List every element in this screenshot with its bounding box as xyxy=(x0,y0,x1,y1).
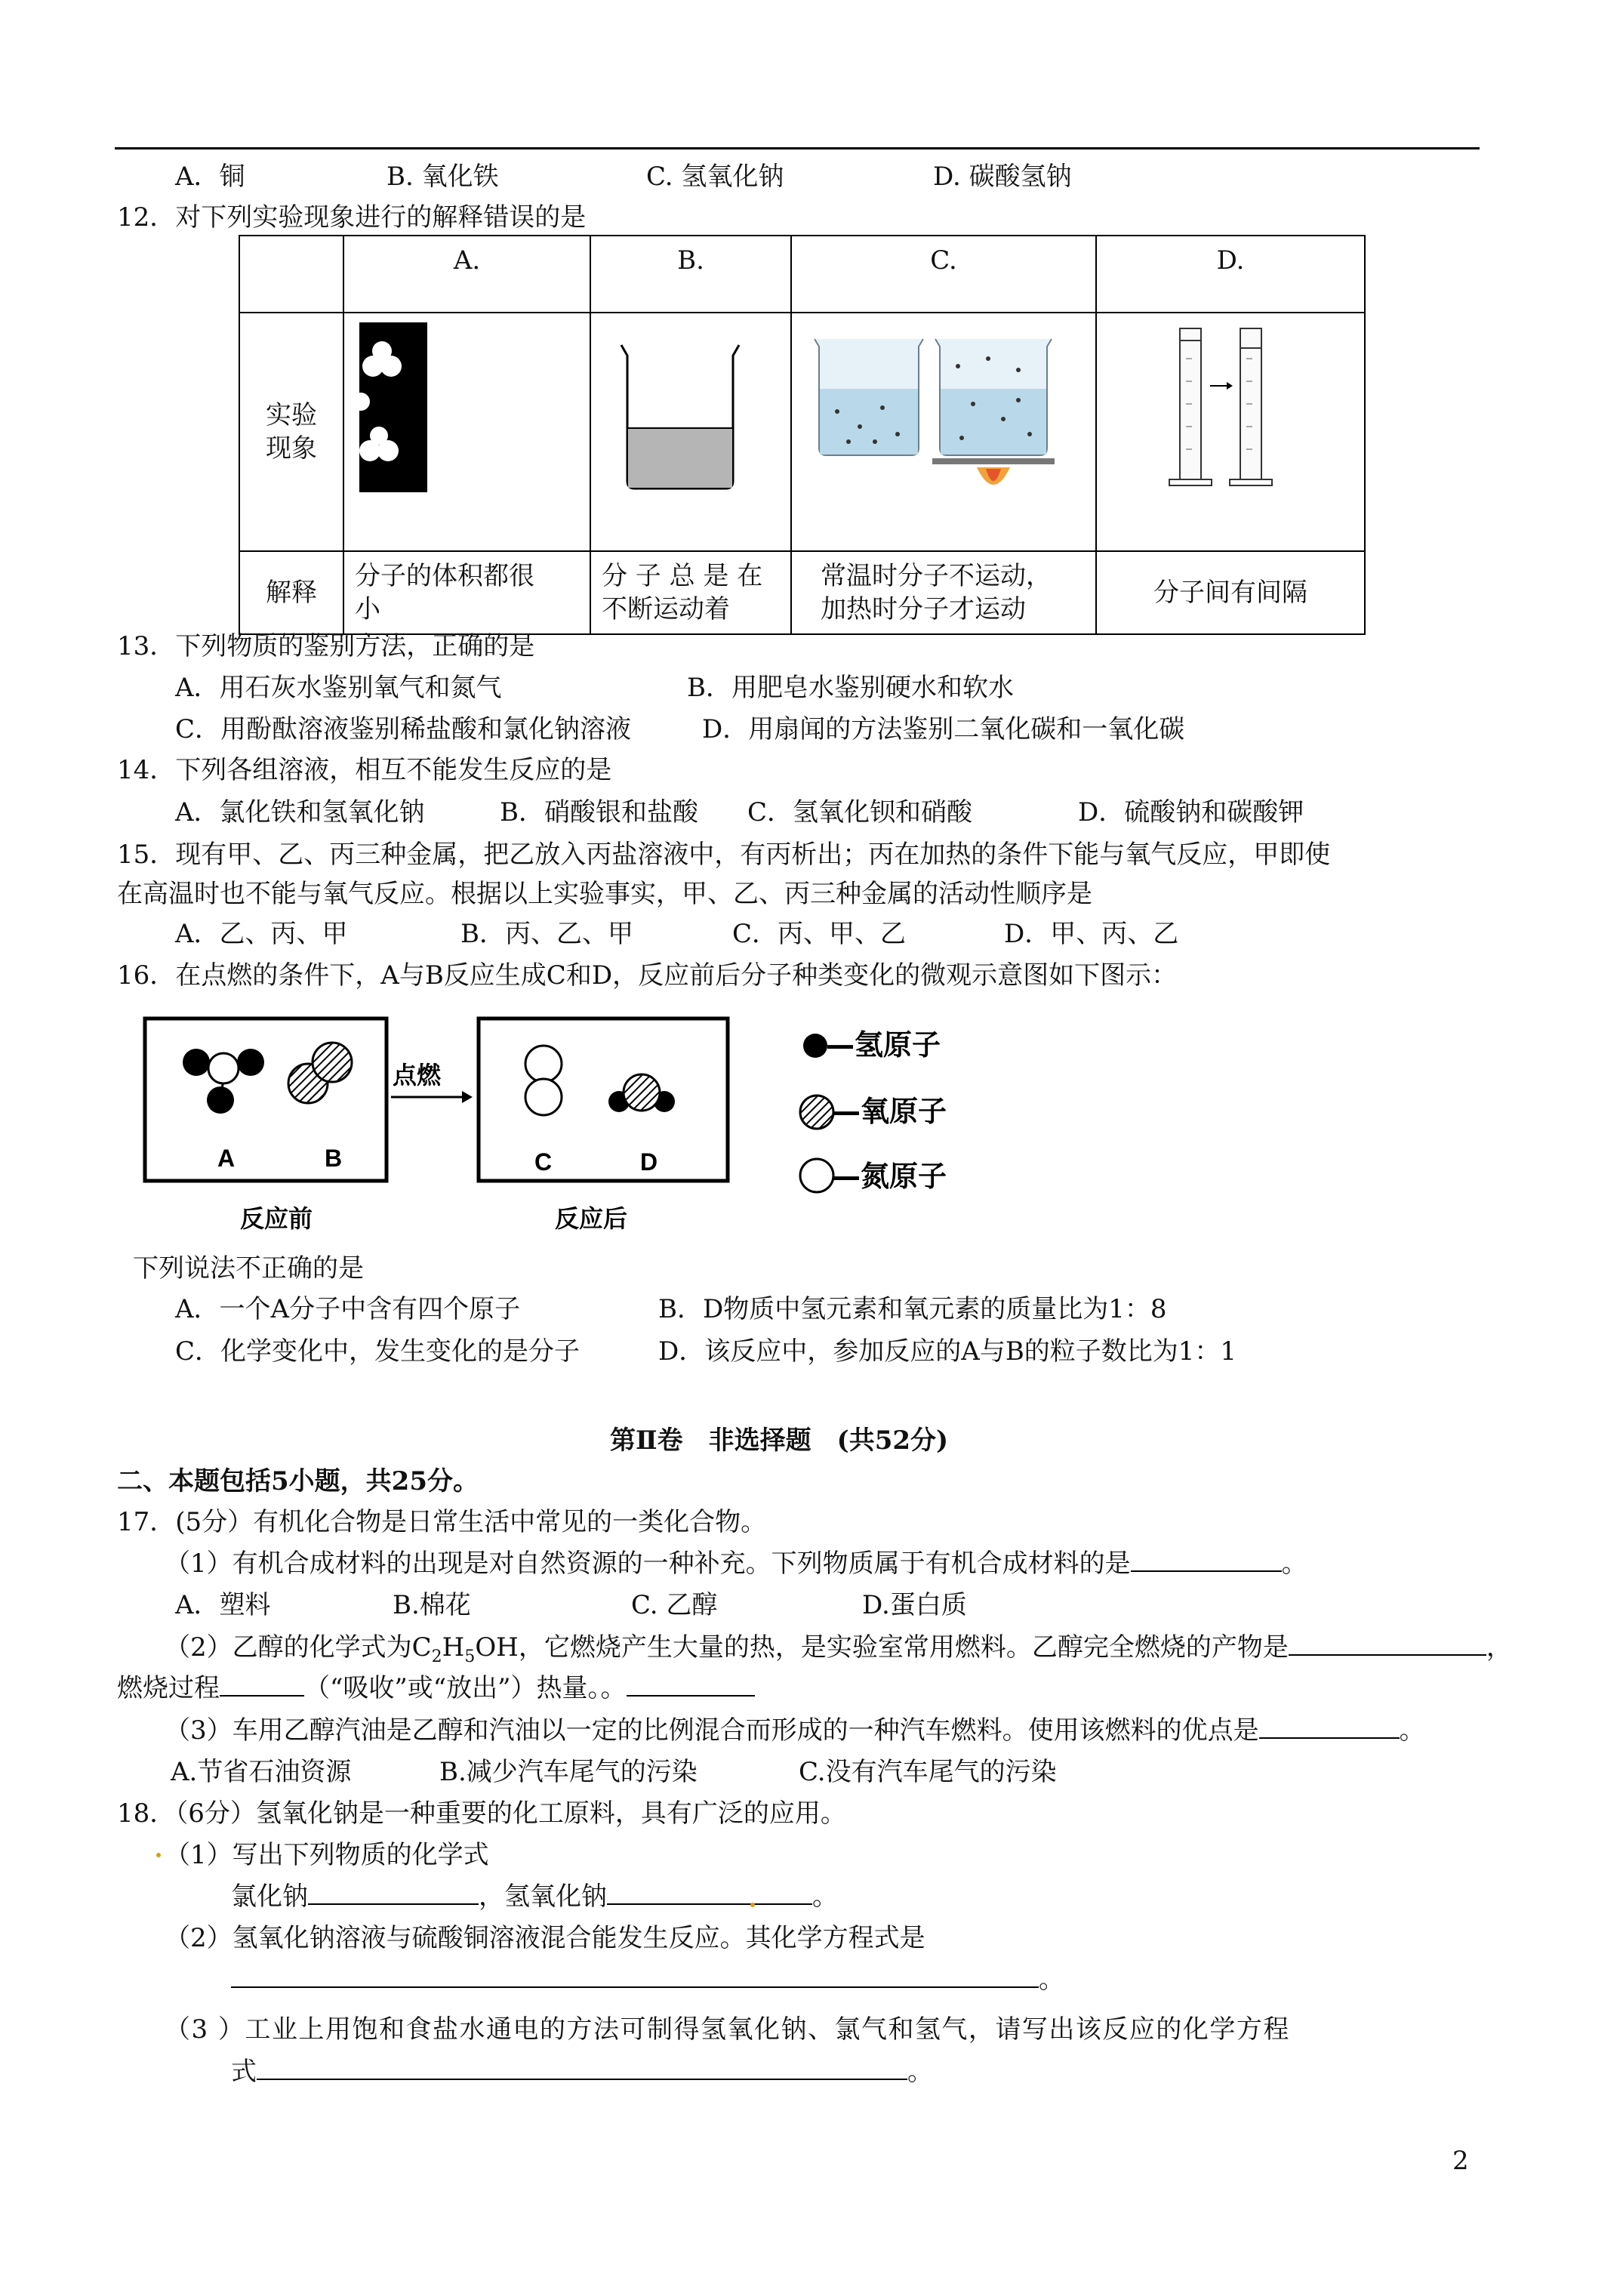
q12-explain-c-line1: 常温时分子不运动， xyxy=(821,561,1052,591)
q17-part2 xyxy=(165,1631,1512,1674)
q11-option-b: B. 氧化铁 xyxy=(387,162,499,192)
q16-option-a: A．一个A分子中含有四个原子 xyxy=(175,1294,521,1324)
q12-header-b: B. xyxy=(590,236,791,313)
q12-header-a: A. xyxy=(343,236,590,313)
q17-opt-c: C. 乙醇 xyxy=(631,1590,718,1620)
q18-nacl-blank[interactable] xyxy=(308,1881,479,1905)
q18-naoh-blank[interactable] xyxy=(607,1881,812,1905)
q17-opt-a: A．塑料 xyxy=(175,1590,271,1620)
q17-p3-opt-c: C.没有汽车尾气的污染 xyxy=(799,1757,1057,1787)
q12-corner-cell xyxy=(239,236,343,313)
q12-graduated-cylinders-icon xyxy=(1097,313,1343,510)
q18-part1-end: 。 xyxy=(812,1881,838,1912)
molecule-b-icon xyxy=(288,1043,352,1103)
page-number: 2 xyxy=(1452,2146,1469,2176)
q12-image-a-cell xyxy=(343,313,590,551)
q15-option-b: B．丙、乙、甲 xyxy=(460,919,633,949)
q14-option-a: A．氯化铁和氢氧化钠 xyxy=(175,797,425,827)
before-label: 反应前 xyxy=(240,1204,313,1233)
q17-part3-text: （3）车用乙醇汽油是乙醇和汽油以一定的比例混合而形成的一种汽车燃料。使用该燃料的优点是 xyxy=(165,1715,1259,1746)
q18-part3-end: 。 xyxy=(907,2057,933,2087)
q12-phenomenon-label-line1: 实验 xyxy=(266,400,317,430)
after-box xyxy=(479,1019,728,1181)
q17-part2-h: H xyxy=(442,1632,465,1663)
q12-explain-c xyxy=(791,551,1096,634)
label-d: D xyxy=(640,1148,658,1176)
q16-option-d: D．该反应中，参加反应的A与B的粒子数比为1：1 xyxy=(658,1336,1237,1367)
q17-part2-line2 xyxy=(117,1672,755,1705)
q17-answer-blank-1[interactable] xyxy=(1131,1548,1282,1572)
q12-image-c-cell xyxy=(791,313,1096,551)
q17-p3-opt-b: B.减少汽车尾气的污染 xyxy=(439,1757,698,1787)
q17-opt-b: B.棉花 xyxy=(393,1590,471,1620)
q15-stem-line1: 15．现有甲、乙、丙三种金属，把乙放入丙盐溶液中，有丙析出；丙在加热的条件下能与氧气反应，甲即使 xyxy=(117,840,1331,870)
nitrogen-atom-icon xyxy=(800,1159,833,1192)
q17-part3 xyxy=(165,1714,1425,1747)
q16-stem: 16．在点燃的条件下，A与B反应生成C和D，反应前后分子种类变化的微观示意图如下图示： xyxy=(117,960,1178,991)
q18-nacl-label: 氯化钠 xyxy=(231,1881,308,1912)
q16-option-c: C．化学变化中，发生变化的是分子 xyxy=(175,1336,581,1367)
q14-option-c: C．氢氧化钡和硝酸 xyxy=(747,797,973,827)
q13-stem: 13．下列物质的鉴别方法，正确的是 xyxy=(117,631,535,661)
q18-part3-b: 式 xyxy=(231,2057,257,2087)
q17-answer-blank-3[interactable] xyxy=(220,1672,304,1697)
q12-explain-label: 解释 xyxy=(239,551,343,634)
q18-part3-line xyxy=(231,2055,933,2088)
q11-option-c: C. 氢氧化钠 xyxy=(646,162,784,192)
hydrogen-atom-icon xyxy=(803,1034,827,1058)
q15-option-c: C．丙、甲、乙 xyxy=(732,919,907,949)
q17-part2-line2-a: 燃烧过程 xyxy=(117,1673,220,1703)
stray-mark-2 xyxy=(750,1903,755,1907)
q13-option-d: D．用扇闻的方法鉴别二氧化碳和一氧化碳 xyxy=(702,714,1185,744)
q18-part2-line xyxy=(231,1963,1064,1996)
q15-stem-line2: 在高温时也不能与氧气反应。根据以上实验事实，甲、乙、丙三种金属的活动性顺序是 xyxy=(117,879,1092,909)
q12-explain-a xyxy=(343,551,590,634)
legend-hydrogen: —氢原子 xyxy=(826,1028,941,1062)
q18-part1-answers xyxy=(231,1880,838,1913)
q12-phenomenon-label-line2: 现象 xyxy=(266,433,317,464)
q12-beaker-icon xyxy=(591,313,769,510)
q14-option-d: D．硫酸钠和碳酸钾 xyxy=(1078,797,1304,827)
q12-explain-d: 分子间有间隔 xyxy=(1096,551,1365,634)
q12-explain-b-line2: 不断运动着 xyxy=(602,594,730,624)
before-box xyxy=(145,1019,387,1181)
q13-option-c: C．用酚酞溶液鉴别稀盐酸和氯化钠溶液 xyxy=(175,714,632,744)
q17-part2-sub2: 5 xyxy=(464,1647,476,1666)
after-label: 反应后 xyxy=(555,1204,628,1233)
q15-option-a: A．乙、丙、甲 xyxy=(175,919,348,949)
q17-part1 xyxy=(165,1547,1307,1580)
q12-header-c: C. xyxy=(791,236,1096,313)
q13-option-a: A．用石灰水鉴别氧气和氮气 xyxy=(175,673,502,703)
q17-opt-d: D.蛋白质 xyxy=(862,1590,967,1620)
q12-header-d: D. xyxy=(1096,236,1365,313)
q12-stem: 12．对下列实验现象进行的解释错误的是 xyxy=(117,202,587,233)
label-b: B xyxy=(325,1145,343,1172)
q12-explain-b-line1: 分 子 总 是 在 xyxy=(602,561,763,591)
q18-naoh-label: ，氢氧化钠 xyxy=(479,1881,607,1912)
arrow-label: 点燃 xyxy=(393,1061,442,1089)
q12-explain-a-line1: 分子的体积都很 xyxy=(355,561,534,591)
legend-nitrogen: —氮原子 xyxy=(832,1160,947,1193)
q12-image-a xyxy=(352,322,435,496)
q14-option-b: B．硝酸银和盐酸 xyxy=(500,797,698,827)
q18-part3: （3 ）工业上用饱和食盐水通电的方法可制得氢氧化钠、氯气和氢气，请写出该反应的化学方程 xyxy=(165,2014,1290,2045)
q17-stem: 17．(5分）有机化合物是日常生活中常见的一类化合物。 xyxy=(117,1507,767,1537)
q17-part1-end: 。 xyxy=(1281,1549,1307,1579)
q12-image-d-cell xyxy=(1096,313,1365,551)
q16-molecule-diagram xyxy=(136,1008,1027,1234)
part2-title: 第Ⅱ卷 非选择题 (共52分) xyxy=(610,1425,949,1456)
q18-part1: （1）写出下列物质的化学式 xyxy=(165,1840,489,1870)
q12-image-b-cell xyxy=(590,313,791,551)
label-a: A xyxy=(217,1145,236,1172)
q17-part2-line2-b: （“吸收”或“放出”）热量。。 xyxy=(304,1673,627,1703)
q12-phenomenon-label xyxy=(239,313,343,551)
q12-explain-b xyxy=(590,551,791,634)
q17-answer-blank-4[interactable] xyxy=(627,1672,755,1697)
q17-part2-sub1: 2 xyxy=(431,1647,442,1666)
cold-beaker xyxy=(815,339,923,455)
q17-part2-b: OH，它燃烧产生大量的热，是实验室常用燃料。乙醇完全燃烧的产物是 xyxy=(475,1632,1289,1663)
q18-equation-blank-2[interactable] xyxy=(257,2056,907,2080)
label-c: C xyxy=(534,1148,553,1176)
q12-explain-a-line2: 小 xyxy=(355,594,380,624)
q16-sub-stem: 下列说法不正确的是 xyxy=(133,1253,364,1284)
q17-part2-a: （2）乙醇的化学式为C xyxy=(165,1632,432,1663)
stray-mark xyxy=(156,1853,161,1857)
q17-part1-text: （1）有机合成材料的出现是对自然资源的一种补充。下列物质属于有机合成材料的是 xyxy=(165,1549,1131,1579)
q17-p3-opt-a: A.节省石油资源 xyxy=(171,1757,352,1787)
q16-option-b: B．D物质中氢元素和氧元素的质量比为1：8 xyxy=(658,1294,1167,1324)
molecule-c-icon xyxy=(525,1046,562,1115)
q18-stem: 18．（6分）氢氧化钠是一种重要的化工原料，具有广泛的应用。 xyxy=(117,1798,846,1829)
q17-answer-blank-2[interactable] xyxy=(1289,1632,1486,1656)
q12-heated-beakers-icon xyxy=(792,313,1074,510)
q17-part2-end: ， xyxy=(1486,1632,1512,1663)
q11-option-d: D. 碳酸氢钠 xyxy=(933,162,1072,192)
q17-part3-end: 。 xyxy=(1399,1715,1425,1746)
hot-beaker xyxy=(932,339,1055,485)
part2-section: 二、本题包括5小题，共25分。 xyxy=(117,1466,479,1496)
q18-part2: （2）氢氧化钠溶液与硫酸铜溶液混合能发生反应。其化学方程式是 xyxy=(165,1923,925,1953)
molecule-d-icon xyxy=(608,1074,675,1112)
q13-option-b: B．用肥皂水鉴别硬水和软水 xyxy=(687,673,1014,703)
q17-answer-blank-5[interactable] xyxy=(1259,1715,1400,1739)
q15-option-d: D．甲、丙、乙 xyxy=(1004,919,1179,949)
oxygen-atom-icon xyxy=(800,1096,833,1129)
q12-experiment-table xyxy=(239,235,1366,635)
molecule-a-icon xyxy=(183,1049,264,1114)
q12-explain-c-line2: 加热时分子才运动 xyxy=(821,594,1026,624)
q18-equation-blank-1[interactable] xyxy=(231,1964,1039,1988)
q11-option-a: A．铜 xyxy=(175,162,245,192)
q18-part2-end: 。 xyxy=(1039,1965,1064,1995)
header-rule xyxy=(115,147,1480,149)
legend-oxygen: —氧原子 xyxy=(832,1095,947,1128)
q14-stem: 14．下列各组溶液，相互不能发生反应的是 xyxy=(117,755,612,785)
